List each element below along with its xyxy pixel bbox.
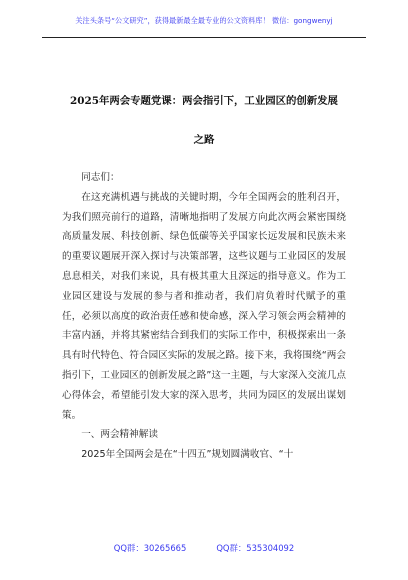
footer-qq-group-2: QQ群：535304092 xyxy=(216,543,295,553)
header-divider xyxy=(42,37,366,38)
header-notice: 关注头条号“公文研究”，获得最新最全最专业的公文资料库！ 微信：gongwenyj xyxy=(75,16,333,25)
section-heading: 一、两会精神解读 xyxy=(81,429,158,441)
footer-qq-group-1: QQ群：30265665 xyxy=(113,543,187,553)
footer xyxy=(0,542,408,554)
salutation: 同志们： xyxy=(81,172,120,183)
document-title-line-1: 2025年两会专题党课：两会指引下，工业园区的创新发展 xyxy=(70,95,338,107)
paragraph-section1: 2025年全国两会是在“十四五”规划圆满收官、“十 xyxy=(81,449,294,461)
paragraph-intro: 在这充满机遇与挑战的关键时期，今年全国两会的胜利召开，为我们照亮前行的道路，清晰地指明了发展方向此次两会紧密围绕高质量发展、科技创新、绿色低碳等关乎国家长远发展和民族未来的重要议题展开深入探讨与决策部署，这些议题与工业园区的发展息息相关，对我们来说，具有极其重大且深远的指导意义。作为工业园区建设与发展的参与者和推动者，我们肩负着时代赋予的重任，必须以高度的政治责任感和使命感，深入学习领会两会精神的丰富内涵，并将其紧密结合到我们的实际工作中，积极探索出一条具有时代特色、符合园区实际的发展之路。接下来，我将围绕“两会指引下，工业园区的创新发展之路”这一主题，与大家深入交流几点心得体会，希望能引发大家的深入思考，共同为园区的发展出谋划策。 xyxy=(62,191,346,421)
document-body xyxy=(62,168,346,465)
document-title-line-2: 之路 xyxy=(193,134,215,146)
